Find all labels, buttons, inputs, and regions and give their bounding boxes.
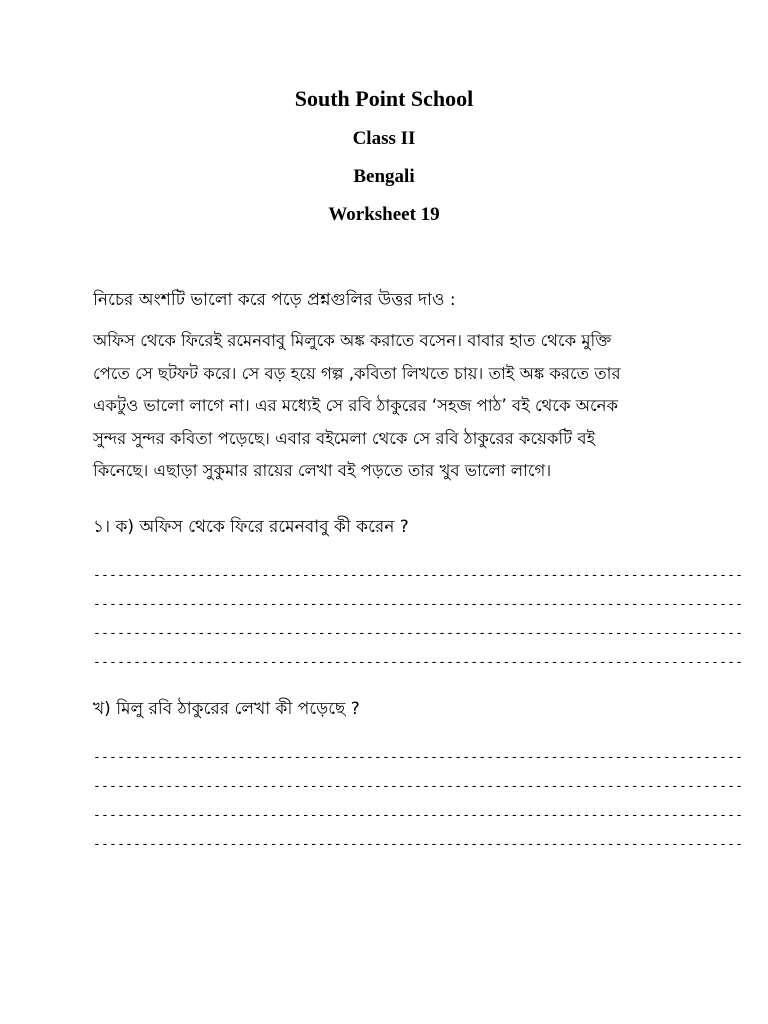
answer-line: --------------------------------------------------------------------------------- (93, 597, 744, 612)
answer-line: --------------------------------------------------------------------------------- (93, 568, 744, 583)
answer-lines-1 (93, 568, 744, 684)
answer-line: --------------------------------------------------------------------------------- (93, 750, 744, 765)
answer-line: --------------------------------------------------------------------------------- (93, 655, 744, 670)
answer-line: --------------------------------------------------------------------------------- (93, 779, 744, 794)
answer-line: --------------------------------------------------------------------------------- (93, 808, 744, 823)
question-1: ১। ক) অফিস থেকে ফিরে রমেনবাবু কী করেন ? (93, 517, 409, 537)
passage (93, 328, 693, 491)
answer-line: --------------------------------------------------------------------------------- (93, 626, 744, 641)
school-name: South Point School (294, 86, 474, 111)
passage-line: কিনেছে। এছাড়া সুকুমার রায়ের লেখা বই পড়তে তার খুব ভালো লাগে। (93, 461, 552, 480)
instruction-text: নিচের অংশটি ভালো করে পড়ে প্রশ্নগুলির উত্তর দাও : (93, 290, 456, 310)
subject-label: Bengali (353, 166, 415, 187)
worksheet-label: Worksheet 19 (328, 204, 440, 225)
answer-lines-2 (93, 750, 744, 866)
passage-line: সুন্দর সুন্দর কবিতা পড়েছে। এবার বইমেলা থেকে সে রবি ঠাকুরের কয়েকটি বই (93, 428, 596, 448)
passage-line: অফিস থেকে ফিরেই রমেনবাবু মিলুকে অঙ্ক করাতে বসেন। বাবার হাত থেকে মুক্তি (93, 331, 612, 350)
passage-line: একটুও ভালো লাগে না। এর মধ্যেই সে রবি ঠাকুরের ‘সহজ পাঠ’ বই থেকে অনেক (93, 396, 619, 415)
passage-line: পেতে সে ছটফট করে। সে বড় হয়ে গল্প ,কবিতা লিখতে চায়। তাই অঙ্ক করতে তার (93, 363, 621, 383)
answer-line: --------------------------------------------------------------------------------- (93, 837, 744, 852)
class-label: Class II (352, 128, 416, 149)
question-2: খ) মিলু রবি ঠাকুরের লেখা কী পড়েছে ? (93, 699, 360, 719)
